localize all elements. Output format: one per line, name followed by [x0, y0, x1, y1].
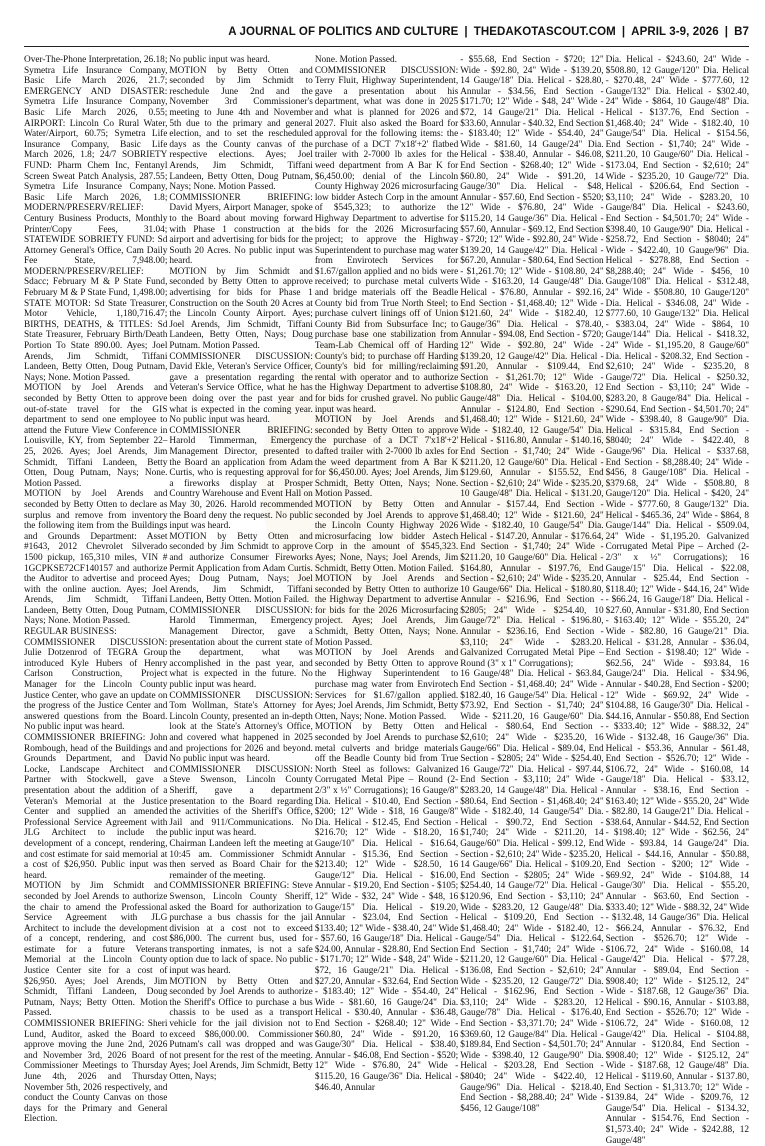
- column-paragraph: Chairman Landeen left the meeting at 10:45 am. Commissioner Schmidt then served as Board Chair for the remainder of the meeting.: [169, 838, 313, 881]
- text-column-1: [24, 55, 168, 1125]
- column-paragraph: COMMISSIONER DISCUSSION: Steve Swenson, Lincoln County Sheriff, gave a department presentation to the Board regarding the activities of the Sheriff's Office, Jail and 911/Communications. No public input was heard.: [169, 764, 313, 839]
- column-paragraph: MOTION by Joel Arends and seconded by Betty Otten to declare as surplus and remove from inventory the following item from the Buildings and Grounds Department: Asset #1643, 2012 Chevrolet Silverado 1500 pickup, 165,310 miles, VIN # 1GCPKSE72CF140157 and authorize the Auditor to advertise and proceed with the online auction. Ayes; Joel Arends, Jim Schmidt, Tiffani Landeen, Betty Otten, Doug Putnam, Nays; None. Motion Passed.: [24, 489, 168, 627]
- column-paragraph: MOTION by Betty Otten and seconded by Joel Arends to purchase metal culverts and bridge materials off the Beadle County bid from True North Steel as follows: Galvanized Corrugated Metal Pipe – Round (2-2/3" x ½" Corrugations); 16 Gauge/8" Dia. Helical - $10.40, End Section - $200; 12" Wide - $18, 16 Gauge/8" Dia. Helical - $12.45, End Section - $216.70; 12" Wide - $18.20, 16 Gauge/10" Dia. Helical - $16.64, Annular - $15.36, End Section - $213.40; 12" Wide - $28.50, 16 Gauge/12" Dia. Helical - $16.00, Annular - $19.20, End Section - $105; 12" Wide - $32, 24" Wide - $48, 16 Gauge/15" Dia. Helical - $19.20, Annular - $23.04, End Section - $133.40; 12" Wide - $38.40, 24" Wide - $57.60, 16 Gauge/18" Dia. Helical - $24.00, Annular - $28.80, End Section - $171.70; 12" Wide - $48, 24" Wide - $72, 16 Gauge/21" Dia. Helical - $27.20, Annular - $32.64, End Section - $183.40; 12" Wide - $54.40, 24" Wide - $81.60, 16 Gauge/24" Dia. Helical - $30.40, Annular - $36.48, End Section - $268.40; 12" Wide - $60.80, 24" Wide - $91.20, 16 Gauge/30" Dia. Helical - $38.40, Annular - $46.08, End Section - $520; 12" Wide - $76.80, 24" Wide - $115.20, 16 Gauge/36" Dia. Helical - $46.40, Annular: [314, 722, 459, 1093]
- section-title: A JOURNAL OF POLITICS AND CULTURE: [228, 26, 459, 38]
- column-paragraph: COMMISSIONER DISCUSSION: Julie Dotzenrod of TEGRA Group introduced Kyle Hubers of Henry Carlson Construction, Project Manager for the Lincoln County Justice Center, who gave an update on the progress of the Justice Center and answered questions from the Board. No public input was heard.: [24, 637, 168, 733]
- column-paragraph: Over-The-Phone Interpretation, 26.18; Symetra Life Insurance Company, Basic Life March 2026, 21.7; EMERGENCY AND DISASTER: Symetra Life Insurance Company, Basic Life March 2026, 0.55; AIRPORT: Lincoln Co Rural Water, Water/Airport, 60.75; Symetra Life Insurance Company, Basic Life March 2026, 1.8; 24/7 SOBRIETY FUND: Pharm Chem Inc, Fentanyl Screen Sweat Patch Analysis, 287.55; Symetra Life Insurance Company, Basic Life March 2026, 1.8; MODERN/PRESERV/RELIEF: Century Business Products, Monthly Printer/Copy Fees, 31.04; STATEWIDE SOBRIETY FUND: Sd Attorney General's Office, Cam Daily Fee State, 7,948.00; MODERN/PRESERV/RELIEF: Sdacc; February M & P State Fund, February M & P State Fund, 1,498.00; STATE MOTOR: Sd State Treasurer, Motor Vehicle, 1,180,716.47; BIRTHS, DEATHS, & TITLES: Sd State Treasurer, February Birth/Death Portion To State 890.00. Ayes; Joel Arends, Jim Schmidt, Tiffani Landeen, Betty Otten, Doug Putnam, Nays; None. Motion Passed.: [24, 55, 168, 383]
- column-paragraph: MOTION by Joel Arends and seconded by Betty Otten to approve out-of-state travel for the GIS department to send one employee to attend the Future View Conference in Louisville, KY, from September 22–25, 2026. Ayes; Joel Arends, Jim Schmidt, Tiffani Landeen, Betty Otten, Doug Putnam, Nays; None. Motion Passed.: [24, 383, 168, 489]
- column-paragraph: Dia. Helical - $243.60, 24" Wide - $508.80, 12 Gauge/120" Dia. Helical - $270.48, 24" Wide - $777.60, 12 Gauge/132" Dia. Helical - $302.40, 24" Wide - $864, 10 Gauge/48" Dia. Helical - $137.76, End Section - $1,468.40; 24" Wide - $182.40, 10 Gauge/54" Dia. Helical - $154.56, End Section - $1,740; 24" Wide - $211.20, 10 Gauge/60" Dia. Helical - $173.04, End Section - $2,610; 24" Wide - $235.20, 10 Gauge/72" Dia. Helical - $206.64, End Section - $3,110; 24" Wide - $283.20, 10 Gauge/84" Dia. Helical - $243.60, End Section - $4,501.70; 24" Wide - $398.40, 10 Gauge/90" Dia. Helical - $258.72, End Section - $8040; 24" Wide - $422.40, 10 Gauge/96" Dia. Helical - $278.88, End Section - $8,288.40; 24" Wide - $456, 10 Gauge/108" Dia. Helical - $312.48, 24" Wide - $508.80, 10 Gauge/120" Dia. Helical - $346.08, 24" Wide - $777.60, 10 Gauge/132" Dia. Helical - $383.04, 24" Wide - $864, 10 Gauge/144" Dia. Helical - $418.32, 24" Wide - $1,195.20, 8 Gauge/60" Dia. Helical - $208.32, End Section - $2,610; 24" Wide - $235.20, 8 Gauge/72" Dia. Helical - $250.32, End Section - $3,110; 24" Wide - $283.20, 8 Gauge/84" Dia. Helical - $290.64, End Section - $4,501.70; 24" Wide - $398.40, 8 Gauge/90" Dia. Helical - $315.84, End Section - $8040; 24" Wide - $422.40, 8 Gauge/96" Dia. Helical - $337.68, End Section - $8,288.40; 24" Wide - $456, 8 Gauge/108" Dia. Helical - $379.68, 24" Wide - $508.80, 8 Gauge/120" Dia. Helical - $420, 24" Wide - $777.60, 8 Gauge/132" Dia. Helical - $465.36, 24" Wide - $864, 8 Gauge/144" Dia. Helical - $509.04, 24" Wide - $1,195.20. Galvanized Corrugated Metal Pipe – Arched (2-2/3" x ½" Corrugations); 16 Gauge/15" Dia. Helical - $22.08, Annular - $25.44, End Section - $118.40; 12" Wide - $44.16, 24" Wide - $66.24, 16 Gauge/18" Dia. Helical - $27.60, Annular - $31.80, End Section - $163.40; 12" Wide - $55.20, 24" Wide - $82.80, 16 Gauge/21" Dia. Helical - $31.28, Annular - $36.04, End Section - $198.40; 12" Wide - $62.56, 24" Wide - $93.84, 16 Gauge/24" Dia. Helical - $34.96, Annular - $40.28, End Section - $200; 12" Wide - $69.92, 24" Wide - $104.88, 16 Gauge/30" Dia. Helical - $44.16, Annular - $50.88, End Section - $333.40; 12" Wide - $88.32, 24" Wide - $132.48, 16 Gauge/36" Dia. Helical - $53.36, Annular - $61.48, End Section - $526.70; 12" Wide - $106.72, 24" Wide - $160.08, 14 Gauge/18" Dia. Helical - $33.12, Annular - $38.16, End Section - $163.40; 12" Wide - $55.20, 24" Wide - $82.80, 14 Gauge/21" Dia. Helical - $38.64, Annular - $44.52, End Section - $198.40; 12" Wide - $62.56, 24" Wide - $93.84, 14 Gauge/24" Dia. Helical - $44.16, Annular - $50.88, End Section - $200; 12" Wide - $69.92, 24" Wide - $104.88, 14 Gauge/30" Dia. Helical - $55.20, Annular - $63.60, End Section - $333.40; 12" Wide - $88.32, 24" Wide - $132.48, 14 Gauge/36" Dia. Helical - $66.24, Annular - $76.32, End Section - $526.70; 12" Wide - $106.72, 24" Wide - $160.08, 14 Gauge/42" Dia. Helical - $77.28, Annular - $89.04, End Section - $908.40; 12" Wide - $125.12, 24" Wide - $187.68, 12 Gauge/36" Dia. Helical - $90.16, Annular - $103.88, End Section - $526.70; 12" Wide - $106.72, 24" Wide - $160.08, 12 Gauge/42" Dia. Helical - $104.88, Annular - $120.84, End Section - $908.40; 12" Wide - $125.12, 24" Wide - $187.68, 12 Gauge/48" Dia. Helical - $119.60, Annular - $137.80, End Section - $1,313.70; 12" Wide - $139.84, 24" Wide - $209.76, 12 Gauge/54" Dia. Helical - $134.32, Annular - $154.76, End Section - $1,573.40; 24" Wide - $242.88, 12 Gauge/48": [605, 55, 750, 1146]
- header-rule: [24, 46, 749, 47]
- issue-dates: APRIL 3-9, 2026: [631, 26, 719, 38]
- column-paragraph: MOTION by Betty Otten and seconded by Jim Schmidt to approve and authorize Consumer Fireworks Permit Application from Adam Curtis. Ayes; Doug Putnam, Nays; Joel Arends, Jim Schmidt, Tiffani Landeen, Betty Otten. Motion Failed.: [169, 531, 313, 606]
- column-paragraph: MOTION by Jim Schmidt and seconded by Joel Arends to authorize the chair to amend the Professional Service Agreement with JLG Architect to include the development of a concept, rendering, and cost estimate for a future Veterans Memorial at the Lincoln County Justice Center site for a cost of $26,950. Ayes; Joel Arends, Jim Schmidt, Tiffani Landeen, Doug Putnam, Nays; Betty Otten. Motion Passed.: [24, 881, 168, 1019]
- column-paragraph: COMMISSIONER DISCUSSION: Harold Timmerman, Emergency Management Director, gave a presentation about the current state of the department, what was accomplished in the past year, and what is expected in the future. No public input was heard.: [169, 605, 313, 691]
- text-column-4: [460, 55, 603, 1119]
- column-paragraph: 16 Gauge/48" Dia. Helical - $63.84, End Section - $1,468.40; 24" Wide - $182.40, 16 Gauge/54" Dia. Helical - $73.92, End Section - $1,740; 24" Wide - $211.20, 16 Gauge/60" Dia. Helical - $80.64, End Section - $2,610; 24" Wide - $235.20, 16 Gauge/66" Dia. Helical - $89.04, End Section - $2805; 24" Wide - $254.40, 16 Gauge/72" Dia. Helical - $97.44, End Section - $3,110; 24" Wide - $283.20, 14 Gauge/48" Dia. Helical - $80.64, End Section - $1,468.40; 24" Wide - $182.40, 14 Gauge/54" Dia. Helical - $90.72, End Section - $1,740; 24" Wide - $211.20, 14 Gauge/60" Dia. Helical - $99.12, End Section - $2,610; 24" Wide - $235.20,: [460, 669, 604, 860]
- column-paragraph: MOTION by Jim Schmidt and seconded by Betty Otten to approve advertising for bids for Phase 1 Construction on the South 20 Acres at the Lincoln County Airport. Ayes; Joel Arends, Jim Schmidt, Tiffani Landeen, Betty Otten, Nays; Doug Putnam. Motion Passed.: [169, 266, 313, 352]
- column-paragraph: COMMISSIONER DISCUSSION: Tom Wollman, State's Attorney for Lincoln County, presented an in-depth look at the State's Attorney's Office, and covered what happened in 2025 and projections for 2026 and beyond. No public input was heard.: [169, 690, 313, 765]
- column-paragraph: - $55.68, End Section - $720; 12" Wide - $92.80, 24" Wide - $139.20, 14 Gauge/18" Dia. Helical - $28.80, Annular - $34.56, End Section - $171.70; 12" Wide - $48, 24" Wide - $72, 14 Gauge/21" Dia. Helical - $33.60, Annular - $40.32, End Section - $183.40; 12" Wide - $54.40, 24" Wide - $81.60, 14 Gauge/24" Dia. Helical - $38.40, Annular - $46.08, End Section - $268.40; 12" Wide - $60.80, 24" Wide - $91.20, 14 Gauge/30" Dia. Helical - $48, Annular - $57.60, End Section - $520; 12" Wide - $76.80, 24" Wide - $115.20, 14 Gauge/36" Dia. Helical - $57.60, Annular - $69.12, End Section - $720; 12" Wide - $92.80, 24" Wide - $139.20, 14 Gauge/42" Dia. Helical - $67.20, Annular - $80.64, End Section - $1,261.70; 12" Wide - $108.80, 24" Wide - $163.20, 14 Gauge/48" Dia. Helical - $76.80, Annular - $92.16, End Section - $1,468.40; 12" Wide - $121.60, 24" Wide - $182.40, 12 Gauge/36" Dia. Helical - $78.40, Annular - $94.08, End Section - $720; 12" Wide - $92.80, 24" Wide - $139.20, 12 Gauge/42" Dia. Helical - $91.20, Annular - $109.44, End Section - $1,261.70; 12" Wide - $108.80, 24" Wide - $163.20, 12 Gauge/48" Dia. Helical - $104.00, Annular - $124.80, End Section - $1,468.40; 12" Wide - $121.60, 24" Wide - $182.40, 12 Gauge/54" Dia. Helical - $116.80, Annular - $140.16, End Section - $1,740; 24" Wide - $211.20, 12 Gauge/60" Dia. Helical - $129.60, Annular - $155.52, End Section - $2,610; 24" Wide - $235.20, 10 Gauge/48" Dia. Helical - $131.20, Annular - $157.44, End Section - $1,468.40; 12" Wide - $121.60, 24" Wide - $182.40, 10 Gauge/54" Dia. Helical - $147.20, Annular - $176.64, End Section - $1,740; 24" Wide - $211.20, 10 Gauge/60" Dia. Helical - $164.80, Annular - $197.76, End Section - $2,610; 24" Wide - $235.20, 10 Gauge/66" Dia. Helical - $180.80, Annular - $216.96, End Section - $2805; 24" Wide - $254.40, 10 Gauge/72" Dia. Helical - $196.80, Annular - $236.16, End Section - $3,110; 24" Wide - $283.20. Galvanized Corrugated Metal Pipe – Round (3" x 1" Corrugations);: [460, 55, 604, 669]
- column-paragraph: None. Motion Passed.: [314, 55, 397, 65]
- column-paragraph: COMMISSIONER BRIEFING: Steve Swenson, Lincoln County Sheriff, asked the Board for authorization to purchase a bus chassis for the jail division at a cost not to exceed $86,000. The current bus, used for transporting inmates, is not a safe option due to lack of space. No public input was heard.: [169, 881, 313, 977]
- header-separator: |: [621, 26, 626, 38]
- column-paragraph: COMMISSIONER DISCUSSION: David Ekle, Veteran's Service Officer, gave a presentation regarding the Veteran's Service Office, what he has been doing over the past year and what is expected in the coming year. No public input was heard.: [169, 351, 313, 426]
- column-paragraph: MOTION by Betty Otten and seconded by Joel Arends to authorize the Sheriff's Office to purchase a bus chassis to be used as a transport vehicle for the jail division not to exceed $86,000.00. Commissioner Putnam's call was dropped and was not present for the rest of the meeting. Ayes; Joel Arends, Jim Schmidt, Betty Otten, Nays;: [169, 976, 313, 1082]
- header-separator: |: [464, 26, 468, 38]
- column-paragraph: COMMISSIONER BRIEFING: David Myers, Airport Manager, spoke to the Board about moving forward with Phase 1 construction at the airport and advertising for bids for the South 20 Acres. No public input was heard.: [169, 192, 313, 267]
- column-paragraph: No public input was heard.: [169, 55, 270, 65]
- column-paragraph: 14 Gauge/66" Dia. Helical - $109.20, End Section - $2805; 24" Wide - $254.40, 14 Gauge/72" Dia. Helical - $120.96, End Section - $3,110; 24" Wide - $283.20, 12 Gauge/48" Dia. Helical - $109.20, End Section - $1,468.40; 24" Wide - $182.40, 12 Gauge/54" Dia. Helical - $122.64, End Section - $1,740; 24" Wide - $211.20, 12 Gauge/60" Dia. Helical - $136.08, End Section - $2,610; 24" Wide - $235.20, 12 Gauge/72" Dia. Helical - $162.96, End Section - $3,110; 24" Wide - $283.20, 12 Gauge/78" Dia. Helical - $176.40, End Section - $3,371.70; 24" Wide - $369.60, 12 Gauge/84" Dia. Helical - $189.84, End Section - $4,501.70; 24" Wide - $398.40, 12 Gauge/90" Dia. Helical - $203.28, End Section - $8040; 24" Wide - $422.40, 12 Gauge/96" Dia. Helical - $218.40, End Section - $8,288.40; 24" Wide - $456, 12 Gauge/108": [460, 860, 604, 1114]
- site-name: THEDAKOTASCOUT.COM: [473, 26, 616, 38]
- column-paragraph: COMMISSIONER DISCUSSION: Terry Fluit, Highway Superintendent, gave a presentation about his department, what was done in 2025 and what is planned for 2026 and 2027. Fluit also asked the Board for approval for the following items: the purchase of a DCT 7'x18'+2' flatbed trailer with 2-7000 lb axles for the weed department from A Bar K for $6,450.00; denial of the Lincoln County Highway 2026 microsurfacing low bidder Astech Corp in the amount of $545,323; to authorize the Highway Department to advertise for bids for the 2026 Microsurfacing project; to approve the Highway Superintendent to purchase mag water from Envirotech Services for $1.67/gallon applied and no bids were received; to purchase metal culverts and bridge materials off the Beadle County bid from True North Steel; to purchase culvert linings off of Union County Bid from Subsurface Inc; to purchase base one stabilization from Team-Lab Chemical off of Harding County's bid; to purchase off Harding County's bid for milling/reclaiming rental with operator and to authorize the Highway Department to advertise for bids for crushed gravel. No public input was heard.: [314, 65, 459, 415]
- column-paragraph: COMMISSIONER BRIEFING: Sheri Lund, Auditor, asked the Board to approve moving the June 2nd, 2026 and November 3rd, 2026 Board of Commissioner Meetings to Thursday June 4th, 2026 and Thursday November 5th, 2026 respectively, and conduct the County Canvas on those days for the Primary and General Election.: [24, 1019, 168, 1125]
- text-column-2: [169, 55, 312, 1119]
- text-column-3: [315, 55, 458, 1119]
- legal-notice-columns: [24, 55, 750, 1146]
- column-paragraph: MOTION by Joel Arends and seconded by Betty Otten to approve the Highway Superintendent to purchase mag water from Envirotech Services for $1.67/gallon applied. Ayes; Joel Arends, Jim Schmidt, Betty Otten, Nays; None. Motion Passed.: [314, 648, 459, 722]
- column-paragraph: MOTION by Betty Otten and seconded by Jim Schmidt to reschedule June 2nd and the November 3rd Commissioner's meeting to June 4th and November 5th due to the primary and general election, and to set the rescheduled days as the County canvas of the respective elections. Ayes; Joel Arends, Jim Schmidt, Tiffani Landeen, Betty Otten, Doug Putnam, Nays; None. Motion Passed.: [169, 65, 313, 193]
- column-paragraph: MOTION by Joel Arends and seconded by Betty Otten to authorize the Highway Department to advertise for bids for the 2026 Microsurfacing project. Ayes; Joel Arends, Jim Schmidt, Betty Otten, Nays; None. Motion Passed.: [314, 574, 459, 648]
- page-header: [24, 22, 749, 42]
- text-column-5: [605, 55, 750, 1146]
- page-number: B7: [734, 26, 749, 38]
- column-paragraph: REGULAR BUSINESS:: [24, 627, 117, 638]
- column-paragraph: MOTION by Joel Arends and seconded by Betty Otten to approve the purchase of a DCT 7'x18'+2' dafted trailer with 2-7000 lb axles for the weed department from A Bar K for $6,450.00. Ayes; Joel Arends, Jim Schmidt, Betty Otten, Nays; None. Motion Passed.: [314, 415, 459, 500]
- column-paragraph: COMMISSIONER BRIEFING: Harold Timmerman, Emergency Management Director, presented to the Board an application from Adam Curtis, who is requesting approval for a fireworks display at Prosper Country Warehouse and Event Hall on May 30, 2026. Harold recommended the Board deny the request. No public input was heard.: [169, 425, 313, 532]
- column-paragraph: COMMISSIONER BRIEFING: John Rombough, head of the Buildings and Grounds Department, and David Locke, Landscape Architect and Partner with Stockwell, gave a presentation about the addition of a Veteran's Memorial at the Justice Center and supplied an amended Professional Service Agreement with JLG Architect to include the development of a concept, rendering, and cost estimate for said memorial at a cost of $26,950. Public input was heard.: [24, 733, 168, 881]
- column-paragraph: MOTION by Betty Otten and seconded by Joel Arends to approve the Lincoln County Highway 2026 microsurfacing low bidder Astech Corp in the amount of $545,323. Ayes; None, Nays; Joel Arends, Jim Schmidt, Betty Otten. Motion Failed.: [314, 499, 459, 574]
- header-separator: |: [724, 26, 729, 38]
